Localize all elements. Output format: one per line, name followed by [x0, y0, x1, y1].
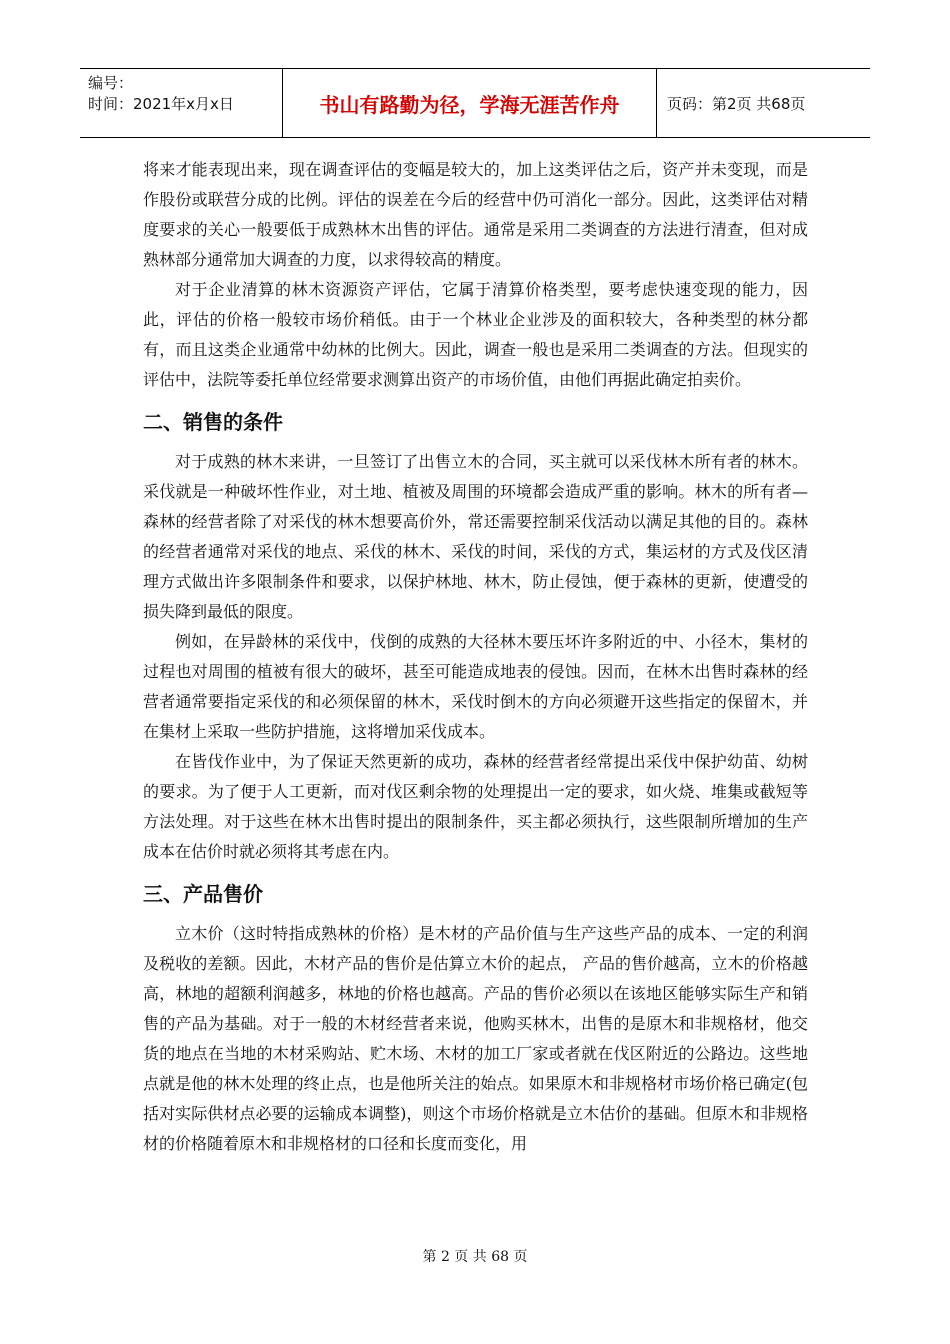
section-heading: 三、产品售价 [143, 882, 263, 906]
document-body [143, 155, 808, 1159]
paragraph: 在皆伐作业中，为了保证天然更新的成功，森林的经营者经常提出采伐中保护幼苗、幼树的要求。为了便于人工更新，而对伐区剩余物的处理提出一定的要求，如火烧、堆集或截短等方法处理。对于这些在林木出售时提出的限制条件，买主都必须执行，这些限制所增加的生产成本在估价时就必须将其考虑在内。 [143, 752, 808, 861]
page-footer: 第 2 页 共 68 页 [422, 1249, 528, 1265]
document-date: 时间：2021年x月x日 [88, 95, 234, 113]
paragraph: 将来才能表现出来，现在调查评估的变幅是较大的，加上这类评估之后，资产并未变现，而是作股份或联营分成的比例。评估的误差在今后的经营中仍可消化一部分。因此，这类评估对精度要求的关心一般要低于成熟林木出售的评估。通常是采用二类调查的方法进行清查，但对成熟林部分通常加大调查的力度，以求得较高的精度。 [143, 160, 808, 269]
header-meta [80, 69, 283, 137]
paragraph: 对于成熟的林木来讲，一旦签订了出售立木的合同，买主就可以采伐林木所有者的林木。采伐就是一种破坏性作业，对土地、植被及周围的环境都会造成严重的影响。林木的所有者—森林的经营者除了对采伐的林木想要高价外，常还需要控制采伐活动以满足其他的目的。森林的经营者通常对采伐的地点、采伐的林木、采伐的时间，采伐的方式，集运材的方式及伐区清理方式做出许多限制条件和要求，以保护林地、林木，防止侵蚀，便于森林的更新，使遭受的损失降到最低的限度。 [143, 452, 808, 621]
document-number-label: 编号： [88, 74, 134, 92]
page-header [80, 68, 870, 138]
section-heading: 二、销售的条件 [143, 410, 283, 434]
paragraph: 对于企业清算的林木资源资产评估，它属于清算价格类型，要考虑快速变现的能力，因此，评估的价格一般较市场价稍低。由于一个林业企业涉及的面积较大，各种类型的林分都有，而且这类企业通常中幼林的比例大。因此，调查一般也是采用二类调查的方法。但现实的评估中，法院等委托单位经常要求测算出资产的市场价值，由他们再据此确定拍卖价。 [143, 280, 808, 389]
paragraph: 立木价（这时特指成熟林的价格）是木材的产品价值与生产这些产品的成本、一定的利润及税收的差额。因此，木材产品的售价是估算立木价的起点， 产品的售价越高，立木的价格越高，林地的超额利润越多，林地的价格也越高。产品的售价必须以在该地区能够实际生产和销售的产品为基础。对于一般的木材经营者来说，他购买林木，出售的是原木和非规格材，他交货的地点在当地的木材采购站、贮木场、木材的加工厂家或者就在伐区附近的公路边。这些地点就是他的林木处理的终止点，也是他所关注的始点。如果原木和非规格材市场价格已确定(包括对实际供材点必要的运输成本调整)，则这个市场价格就是立木估价的基础。但原木和非规格材的价格随着原木和非规格材的口径和长度而变化，用 [143, 924, 808, 1153]
paragraph: 例如，在异龄林的采伐中，伐倒的成熟的大径林木要压坏许多附近的中、小径木，集材的过程也对周围的植被有很大的破坏，甚至可能造成地表的侵蚀。因而，在林木出售时森林的经营者通常要指定采伐的和必须保留的林木，采伐时倒木的方向必须避开这些指定的保留木，并在集材上采取一些防护措施，这将增加采伐成本。 [143, 632, 808, 741]
header-motto: 书山有路勤为径，学海无涯苦作舟 [283, 69, 657, 137]
header-page-info: 页码：第2页 共68页 [667, 94, 806, 113]
